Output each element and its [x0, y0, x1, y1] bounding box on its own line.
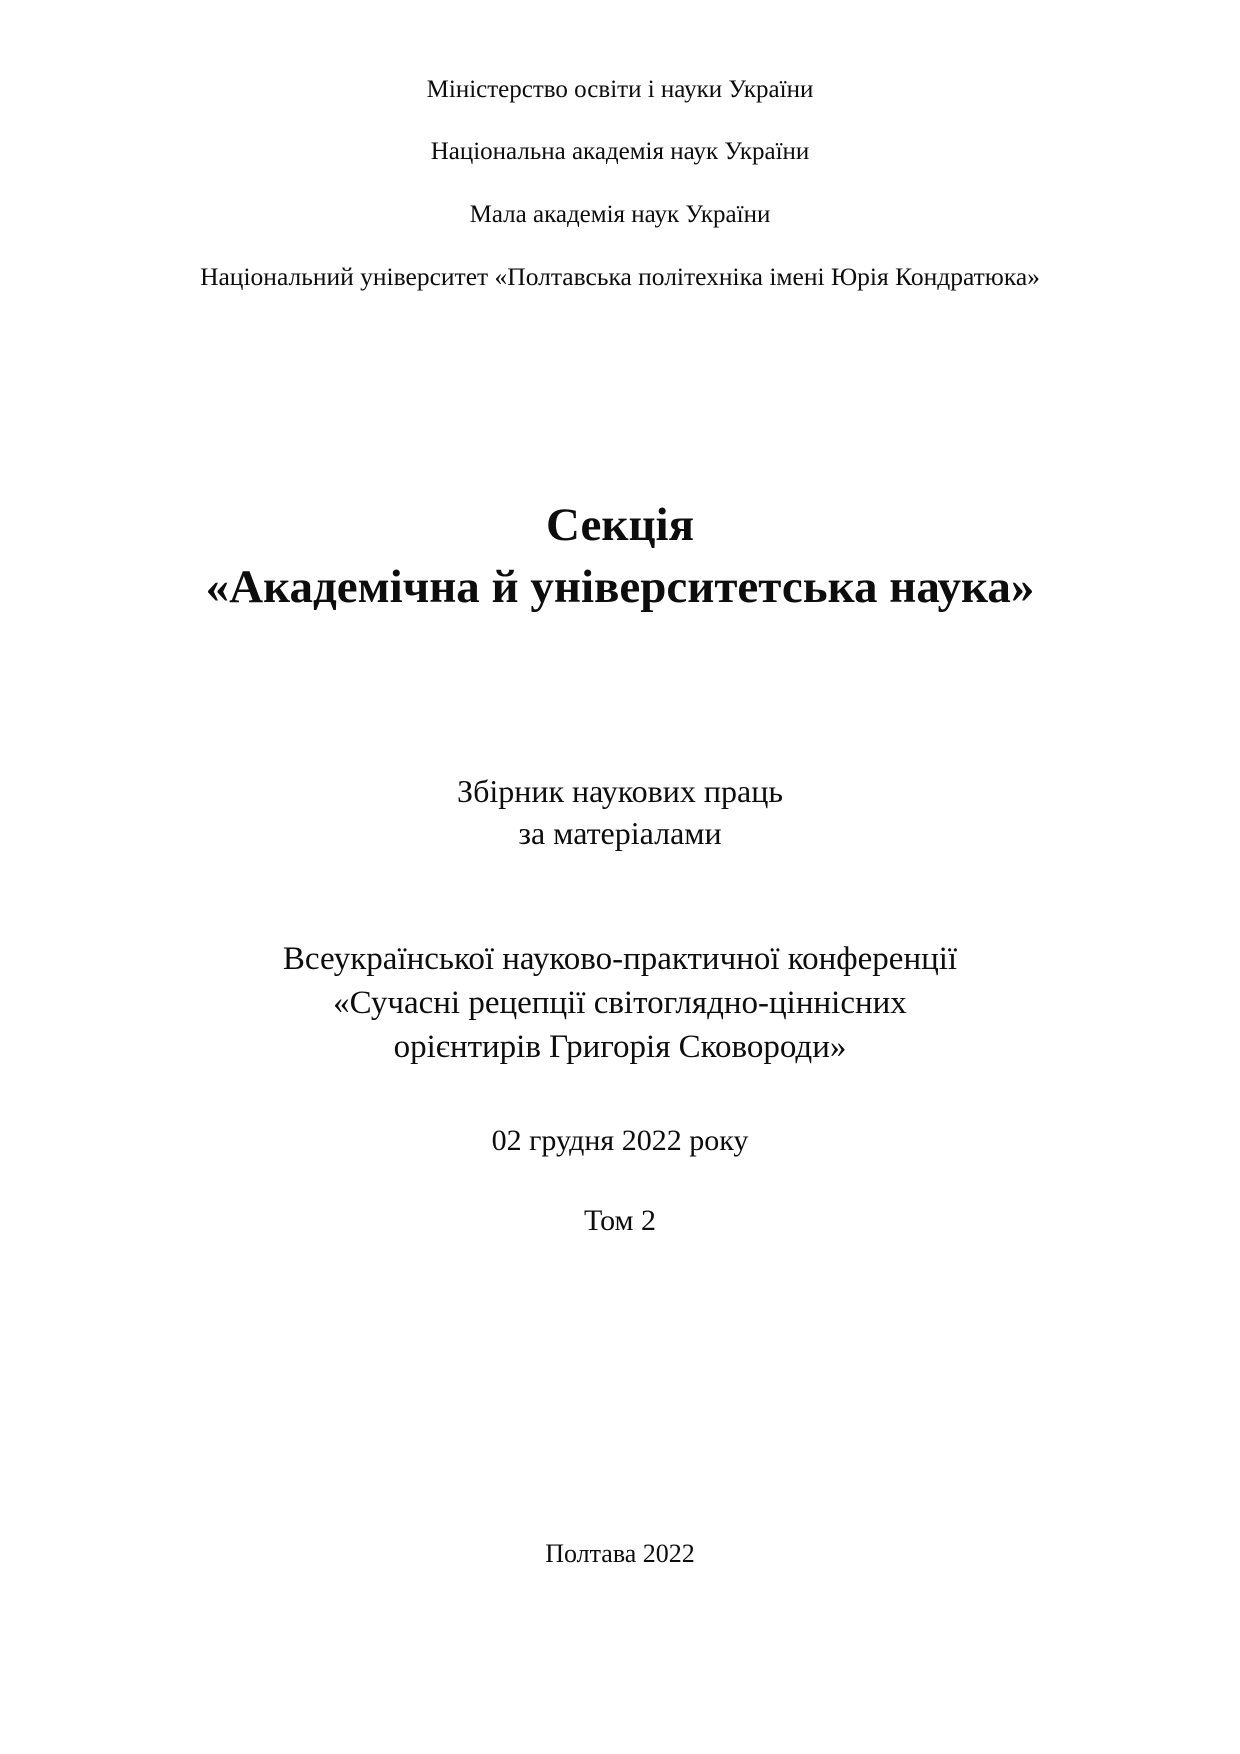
- conference-date: 02 грудня 2022 року: [491, 1124, 749, 1158]
- organisation-line-3: Мала академія наук України: [469, 200, 771, 228]
- conference-line-2: «Сучасні рецепції світоглядно-ціннісних: [333, 984, 907, 1021]
- organisation-line-4: Національний університет «Полтавська політехніка імені Юрія Кондратюка»: [200, 261, 1040, 291]
- section-title-line-1: Секція: [545, 498, 695, 551]
- collection-subtitle: [110, 770, 1130, 855]
- conference-line-1: Всеукраїнської науково-практичної конференції: [282, 940, 958, 977]
- organisations-block: [110, 74, 1130, 293]
- conference-volume: Том 2: [584, 1204, 656, 1238]
- conference-title: [110, 938, 1130, 1070]
- organisation-line-2: Національна академія наук України: [430, 138, 810, 166]
- organisation-line-1: Міністерство освіти і науки України: [426, 76, 814, 103]
- conference-line-3: орієнтирів Григорія Сковороди»: [393, 1028, 847, 1065]
- collection-line-2: за матеріалами: [518, 815, 722, 852]
- section-title: [110, 494, 1130, 618]
- footer-place-year: Полтава 2022: [545, 1539, 695, 1568]
- collection-line-1: Збірник наукових праць: [457, 772, 783, 809]
- section-title-line-2: «Академічна й університетська наука»: [205, 560, 1035, 613]
